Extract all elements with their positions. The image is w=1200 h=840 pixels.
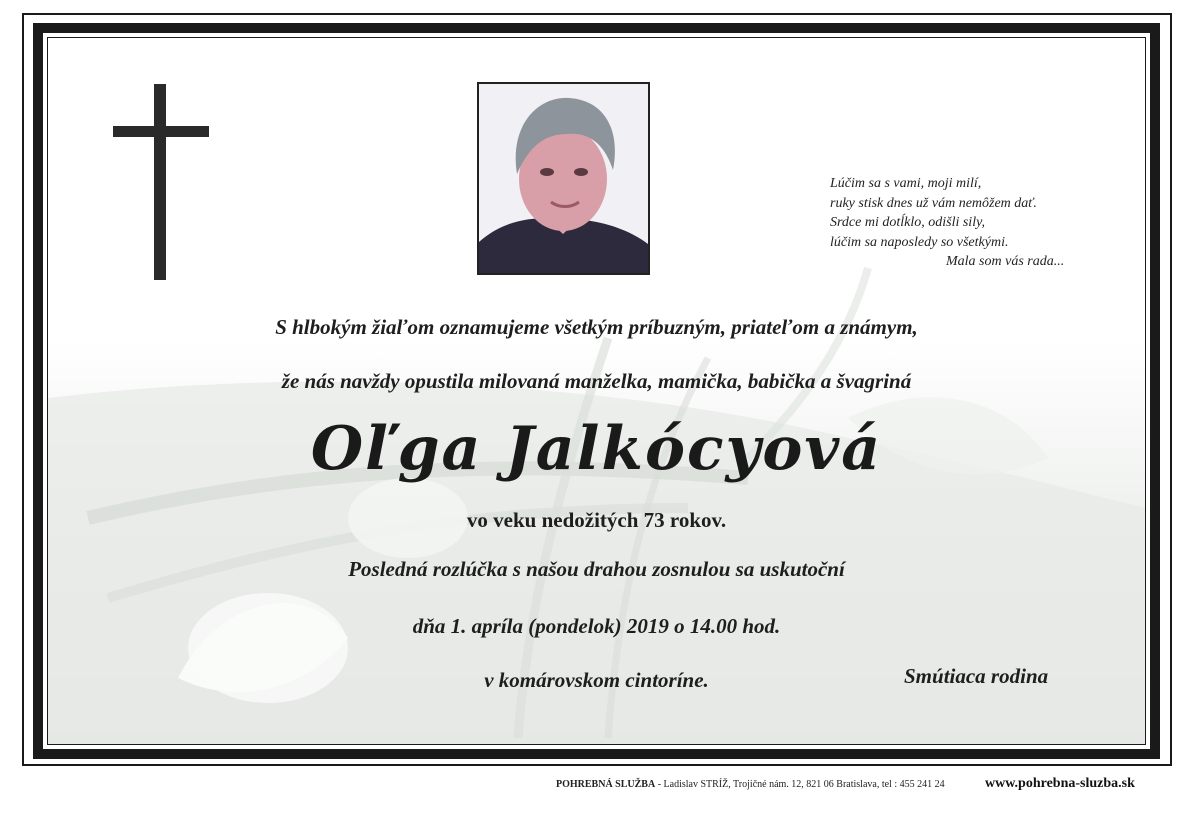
announcement-intro-line-2: že nás navždy opustila milovaná manželka, mamička, babička a švagriná: [281, 369, 912, 393]
poem-line: Srdce mi dotĺklo, odišli sily,: [830, 215, 986, 230]
poem-signature: Mala som vás rada...: [946, 254, 1065, 269]
footer-website-link[interactable]: www.pohrebna-sluzba.sk: [985, 776, 1135, 791]
poem-line: Lúčim sa s vami, moji milí,: [830, 176, 982, 191]
funeral-date: dňa 1. apríla (pondelok) 2019 o 14.00 hod.: [412, 614, 781, 638]
cross-icon-bar: [113, 126, 209, 137]
portrait-illustration: [479, 84, 648, 273]
cross-icon: [154, 84, 166, 280]
funeral-service-footer: [556, 779, 945, 790]
family-signature: Smútiaca rodina: [904, 664, 1049, 688]
funeral-place: v komárovskom cintoríne.: [484, 668, 709, 692]
footer-details: - Ladislav STRÍŽ, Trojičné nám. 12, 821 06 Bratislava, tel : 455 241 24: [655, 779, 945, 790]
poem-line: lúčim sa naposledy so všetkými.: [830, 234, 1009, 250]
portrait-photo: [477, 82, 650, 275]
farewell-poem: [830, 174, 1130, 272]
farewell-line: Posledná rozlúčka s našou drahou zosnulou sa uskutoční: [348, 557, 845, 581]
age-line: vo veku nedožitých 73 rokov.: [466, 508, 727, 532]
poem-line: ruky stisk dnes už vám nemôžem dať.: [830, 195, 1037, 211]
footer-brand: POHREBNÁ SLUŽBA: [556, 779, 656, 790]
deceased-name: Oľga Jalkócyová: [310, 414, 883, 484]
announcement-intro-line-1: S hlbokým žiaľom oznamujeme všetkým príbuzným, priateľom a známym,: [275, 315, 918, 339]
